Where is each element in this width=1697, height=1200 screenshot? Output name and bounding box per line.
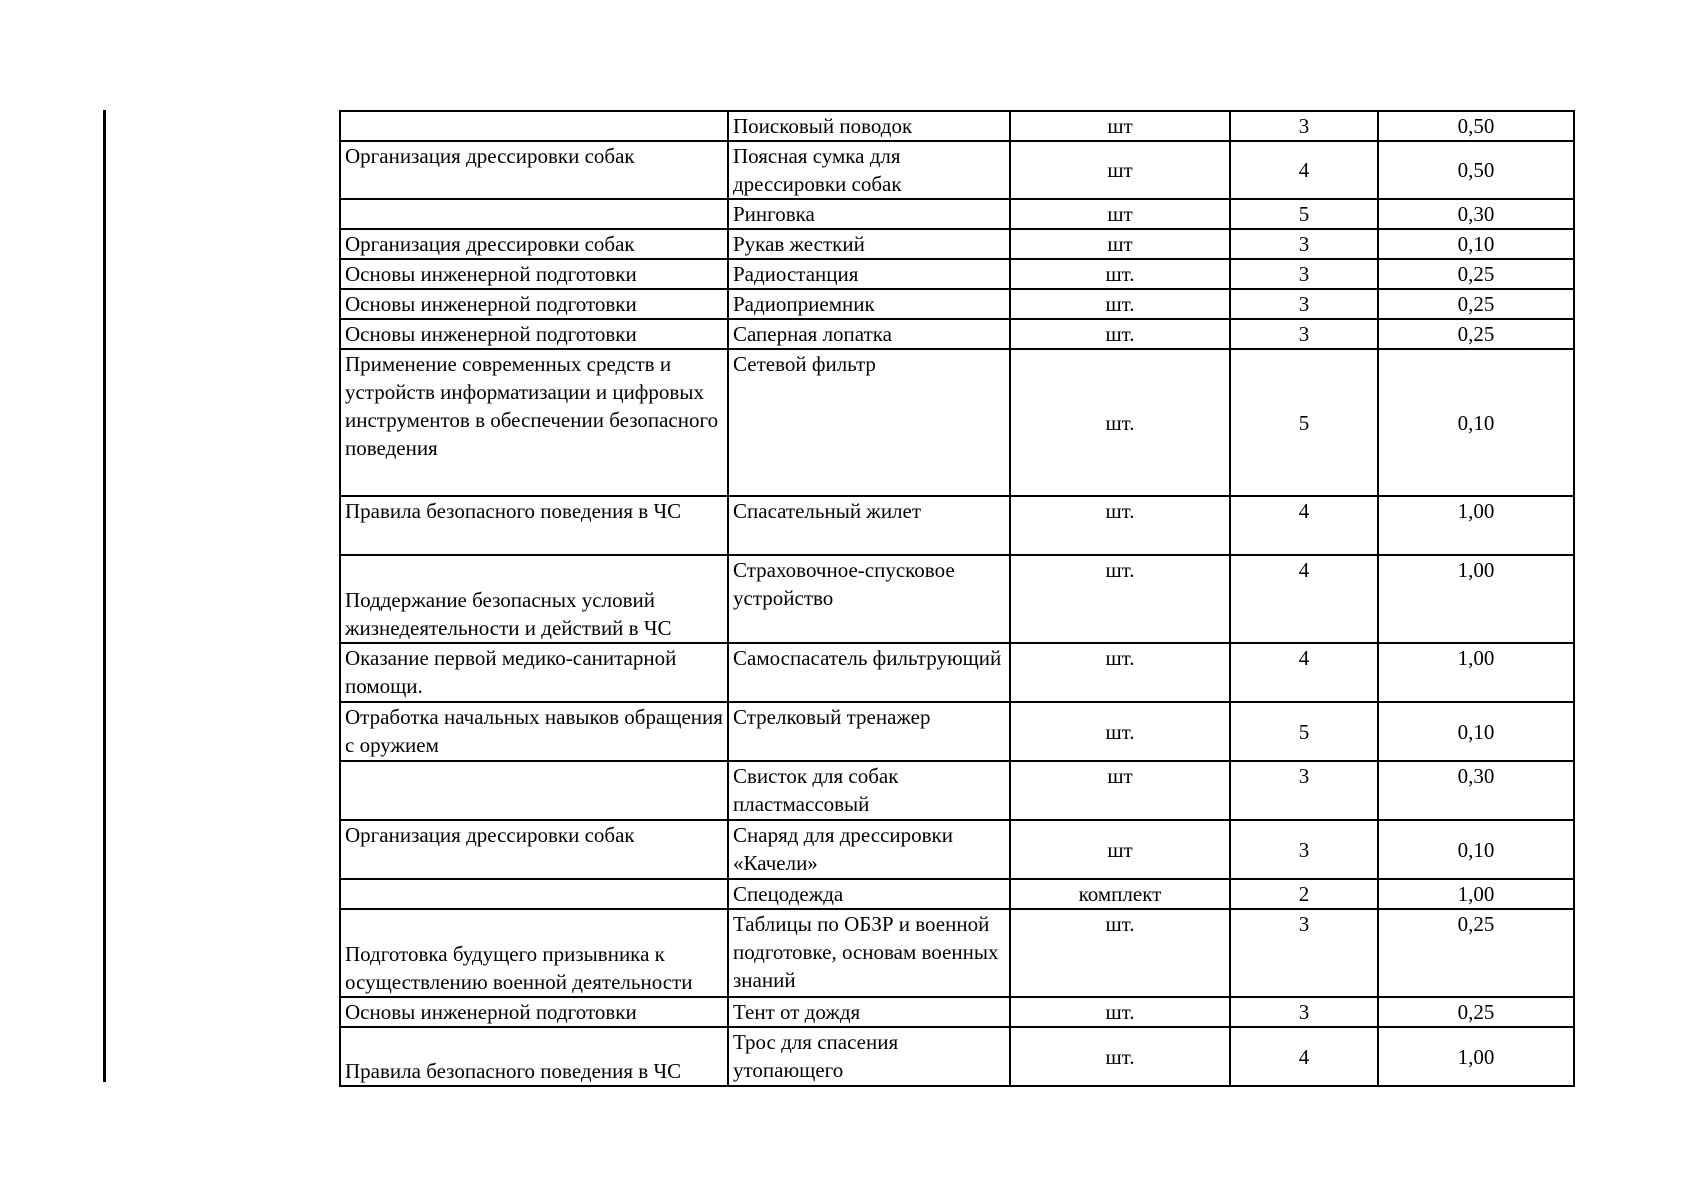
quantity-cell: 4 xyxy=(1230,1027,1378,1086)
item-name-cell: Сетевой фильтр xyxy=(728,349,1010,496)
item-name-cell: Поясная сумка для дрессировки собак xyxy=(728,141,1010,199)
coefficient-cell: 0,10 xyxy=(1378,229,1574,259)
quantity-cell: 4 xyxy=(1230,496,1378,555)
coefficient-cell: 0,10 xyxy=(1378,702,1574,761)
item-name-cell: Снаряд для дрессировки «Качели» xyxy=(728,820,1010,879)
coefficient-cell: 1,00 xyxy=(1378,496,1574,555)
coefficient-cell: 0,25 xyxy=(1378,909,1574,997)
subject-cell: Правила безопасного поведения в ЧС xyxy=(340,1027,728,1086)
coefficient-cell: 1,00 xyxy=(1378,555,1574,643)
item-name-cell: Свисток для собак пластмассовый xyxy=(728,761,1010,820)
table-row xyxy=(340,1027,1574,1086)
table-row xyxy=(340,289,1574,319)
item-name-cell: Трос для спасения утопающего xyxy=(728,1027,1010,1086)
quantity-cell: 3 xyxy=(1230,820,1378,879)
subject-cell xyxy=(340,879,728,909)
subject-cell: Отработка начальных навыков обращения с оружием xyxy=(340,702,728,761)
table-row xyxy=(340,496,1574,555)
equipment-table xyxy=(339,110,1575,1087)
coefficient-cell: 0,25 xyxy=(1378,319,1574,349)
item-name-cell: Тент от дождя xyxy=(728,997,1010,1027)
coefficient-cell: 0,25 xyxy=(1378,289,1574,319)
quantity-cell: 3 xyxy=(1230,229,1378,259)
coefficient-cell: 0,10 xyxy=(1378,349,1574,496)
unit-cell: шт. xyxy=(1010,289,1230,319)
quantity-cell: 3 xyxy=(1230,319,1378,349)
table-row xyxy=(340,259,1574,289)
coefficient-cell: 0,50 xyxy=(1378,111,1574,141)
table-row xyxy=(340,319,1574,349)
coefficient-cell: 0,25 xyxy=(1378,997,1574,1027)
unit-cell: шт xyxy=(1010,820,1230,879)
unit-cell: шт. xyxy=(1010,496,1230,555)
coefficient-cell: 0,30 xyxy=(1378,761,1574,820)
quantity-cell: 4 xyxy=(1230,555,1378,643)
coefficient-cell: 1,00 xyxy=(1378,643,1574,702)
item-name-cell: Рукав жесткий xyxy=(728,229,1010,259)
item-name-cell: Стрелковый тренажер xyxy=(728,702,1010,761)
subject-cell: Организация дрессировки собак xyxy=(340,229,728,259)
page-margin-line xyxy=(103,110,106,1082)
quantity-cell: 3 xyxy=(1230,997,1378,1027)
subject-cell: Поддержание безопасных условий жизнедеятельности и действий в ЧС xyxy=(340,555,728,643)
item-name-cell: Саперная лопатка xyxy=(728,319,1010,349)
unit-cell: шт xyxy=(1010,141,1230,199)
coefficient-cell: 0,30 xyxy=(1378,199,1574,229)
table-row xyxy=(340,141,1574,199)
subject-cell xyxy=(340,199,728,229)
subject-cell: Основы инженерной подготовки xyxy=(340,259,728,289)
quantity-cell: 3 xyxy=(1230,289,1378,319)
quantity-cell: 3 xyxy=(1230,909,1378,997)
quantity-cell: 5 xyxy=(1230,702,1378,761)
unit-cell: шт xyxy=(1010,761,1230,820)
quantity-cell: 3 xyxy=(1230,111,1378,141)
table-row xyxy=(340,761,1574,820)
unit-cell: шт xyxy=(1010,229,1230,259)
item-name-cell: Таблицы по ОБЗР и военной подготовке, основам военных знаний xyxy=(728,909,1010,997)
subject-cell: Основы инженерной подготовки xyxy=(340,319,728,349)
unit-cell: шт. xyxy=(1010,997,1230,1027)
subject-cell: Оказание первой медико-санитарной помощи. xyxy=(340,643,728,702)
item-name-cell: Спасательный жилет xyxy=(728,496,1010,555)
quantity-cell: 4 xyxy=(1230,643,1378,702)
subject-cell: Организация дрессировки собак xyxy=(340,141,728,199)
subject-cell xyxy=(340,761,728,820)
table-row xyxy=(340,820,1574,879)
quantity-cell: 5 xyxy=(1230,349,1378,496)
item-name-cell: Радиостанция xyxy=(728,259,1010,289)
unit-cell: шт. xyxy=(1010,259,1230,289)
unit-cell: шт. xyxy=(1010,643,1230,702)
item-name-cell: Поисковый поводок xyxy=(728,111,1010,141)
item-name-cell: Страховочное-спусковое устройство xyxy=(728,555,1010,643)
subject-cell: Применение современных средств и устройств информатизации и цифровых инструментов в обеспечении безопасного поведения xyxy=(340,349,728,496)
quantity-cell: 3 xyxy=(1230,761,1378,820)
item-name-cell: Спецодежда xyxy=(728,879,1010,909)
unit-cell: шт. xyxy=(1010,702,1230,761)
table-row xyxy=(340,555,1574,643)
subject-cell: Организация дрессировки собак xyxy=(340,820,728,879)
table-row xyxy=(340,199,1574,229)
quantity-cell: 3 xyxy=(1230,259,1378,289)
table-row xyxy=(340,643,1574,702)
subject-cell: Основы инженерной подготовки xyxy=(340,997,728,1027)
coefficient-cell: 0,25 xyxy=(1378,259,1574,289)
quantity-cell: 5 xyxy=(1230,199,1378,229)
unit-cell: шт. xyxy=(1010,555,1230,643)
subject-cell: Подготовка будущего призывника к осуществлению военной деятельности xyxy=(340,909,728,997)
coefficient-cell: 1,00 xyxy=(1378,1027,1574,1086)
item-name-cell: Самоспасатель фильтрующий xyxy=(728,643,1010,702)
unit-cell: шт. xyxy=(1010,349,1230,496)
unit-cell: комплект xyxy=(1010,879,1230,909)
coefficient-cell: 0,10 xyxy=(1378,820,1574,879)
unit-cell: шт xyxy=(1010,199,1230,229)
coefficient-cell: 1,00 xyxy=(1378,879,1574,909)
unit-cell: шт. xyxy=(1010,909,1230,997)
subject-cell: Правила безопасного поведения в ЧС xyxy=(340,496,728,555)
item-name-cell: Ринговка xyxy=(728,199,1010,229)
table-row xyxy=(340,909,1574,997)
unit-cell: шт. xyxy=(1010,1027,1230,1086)
subject-cell xyxy=(340,111,728,141)
unit-cell: шт xyxy=(1010,111,1230,141)
table-row xyxy=(340,229,1574,259)
table-row xyxy=(340,702,1574,761)
table-row xyxy=(340,997,1574,1027)
quantity-cell: 2 xyxy=(1230,879,1378,909)
unit-cell: шт. xyxy=(1010,319,1230,349)
coefficient-cell: 0,50 xyxy=(1378,141,1574,199)
subject-cell: Основы инженерной подготовки xyxy=(340,289,728,319)
item-name-cell: Радиоприемник xyxy=(728,289,1010,319)
quantity-cell: 4 xyxy=(1230,141,1378,199)
equipment-table-body xyxy=(340,111,1574,1086)
table-row xyxy=(340,111,1574,141)
table-row xyxy=(340,879,1574,909)
table-row xyxy=(340,349,1574,496)
